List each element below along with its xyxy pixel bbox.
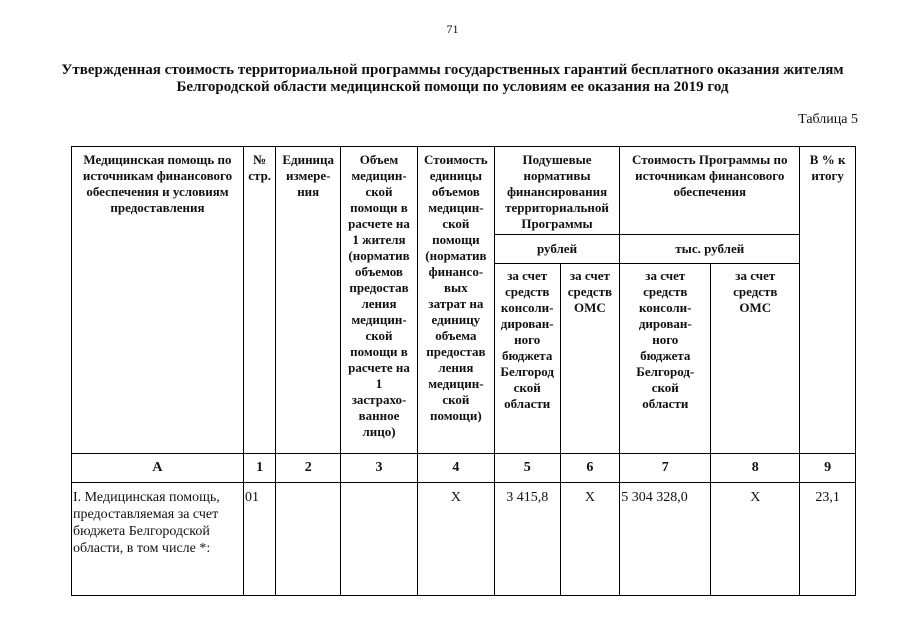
header-unit-thousand-rub: тыс. рублей	[620, 235, 800, 264]
header-regional-budget-rub: за счет средств консоли- дирован- ного бюджета Белгород ской области	[494, 264, 560, 454]
column-number: 5	[494, 454, 560, 483]
header-per-capita-group: Подушевые нормативы финансирования территориальной Программы	[494, 147, 619, 235]
header-oms-rub: за счет средств ОМС	[560, 264, 620, 454]
row-oms-thousand: Х	[711, 483, 800, 596]
header-unit: Единица измере- ния	[276, 147, 341, 454]
header-oms-thousand: за счет средств ОМС	[711, 264, 800, 454]
row-regional-budget-thousand: 5 304 328,0	[620, 483, 711, 596]
column-number: 7	[620, 454, 711, 483]
page-number: 71	[446, 22, 459, 36]
row-care-description: I. Медицинская помощь, предоставляемая за счет бюджета Белгородской области, в том числе *:	[72, 483, 244, 596]
table-row	[72, 483, 856, 596]
header-unit-cost: Стоимость единицы объемов медицин- ской помощи (норматив финансо- вых затрат на единицу объема предостав ления медицин- ской помощи)	[417, 147, 494, 454]
header-care-source: Медицинская помощь по источникам финансового обеспечения и условиям предоставления	[72, 147, 244, 454]
column-number-row	[72, 454, 856, 483]
header-volume: Объем медицин- ской помощи в расчете на 1 жителя (норматив объемов предостав ления медицин- ской помощи в расчете на 1 застрахо- ванное лицо)	[341, 147, 418, 454]
row-unit	[276, 483, 341, 596]
header-unit-rub: рублей	[494, 235, 619, 264]
column-number: 3	[341, 454, 418, 483]
header-row-number: № стр.	[243, 147, 275, 454]
column-number: 4	[417, 454, 494, 483]
row-oms-rub: Х	[560, 483, 620, 596]
table-label: Таблица 5	[798, 112, 858, 127]
row-regional-budget-rub: 3 415,8	[494, 483, 560, 596]
column-number: 6	[560, 454, 620, 483]
column-number: 1	[243, 454, 275, 483]
row-number: 01	[243, 483, 275, 596]
column-number: 2	[276, 454, 341, 483]
column-number: 9	[800, 454, 856, 483]
row-unit-cost: Х	[417, 483, 494, 596]
row-volume	[341, 483, 418, 596]
column-number: 8	[711, 454, 800, 483]
program-cost-table	[71, 146, 856, 596]
header-regional-budget-thousand: за счет средств консоли- дирован- ного бюджета Белгород- ской области	[620, 264, 711, 454]
column-number: А	[72, 454, 244, 483]
row-percent-total: 23,1	[800, 483, 856, 596]
header-program-cost-group: Стоимость Программы по источникам финансового обеспечения	[620, 147, 800, 235]
header-percent-total: В % к итогу	[800, 147, 856, 454]
document-title: Утвержденная стоимость территориальной программы государственных гарантий бесплатного оказания жителям Белгородской области медицинской помощи по условиям ее оказания на 2019 год	[61, 62, 844, 95]
